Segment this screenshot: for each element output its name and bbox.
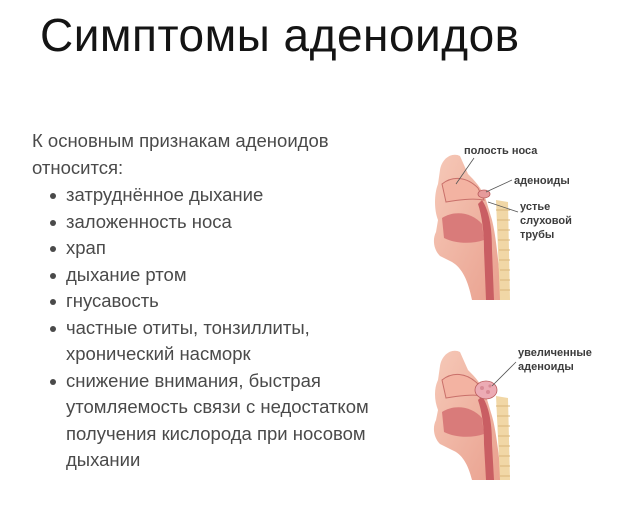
label-adenoids: аденоиды xyxy=(514,175,570,187)
anatomy-enlarged-illustration xyxy=(412,340,612,480)
symptom-list xyxy=(32,182,402,474)
anatomy-normal-illustration xyxy=(412,140,612,300)
list-item: частные отиты, тонзиллиты, хронический насморк xyxy=(50,315,402,368)
list-item: заложенность носа xyxy=(50,209,402,236)
label-tube-2: слуховой xyxy=(520,215,572,227)
list-item: снижение внимания, быстрая утомляемость связи с недостатком получения кислорода при носовом дыхании xyxy=(50,368,402,474)
label-tube-3: трубы xyxy=(520,229,555,241)
label-tube-1: устье xyxy=(520,201,551,213)
page-title: Симптомы аденоидов xyxy=(40,9,520,61)
list-item: храп xyxy=(50,235,402,262)
intro-text: К основным признакам аденоидов относится: xyxy=(32,130,329,178)
nasal-cavity xyxy=(442,178,484,202)
label-enlarged-1: увеличенные xyxy=(518,347,592,359)
list-item: дыхание ртом xyxy=(50,262,402,289)
list-item: затруднённое дыхание xyxy=(50,182,402,209)
list-item: гнусавость xyxy=(50,288,402,315)
symptoms-section xyxy=(32,128,402,474)
adenoid-enlarged xyxy=(475,381,497,399)
label-nasal-cavity: полость носа xyxy=(464,145,538,157)
label-enlarged-2: аденоиды xyxy=(518,361,574,373)
